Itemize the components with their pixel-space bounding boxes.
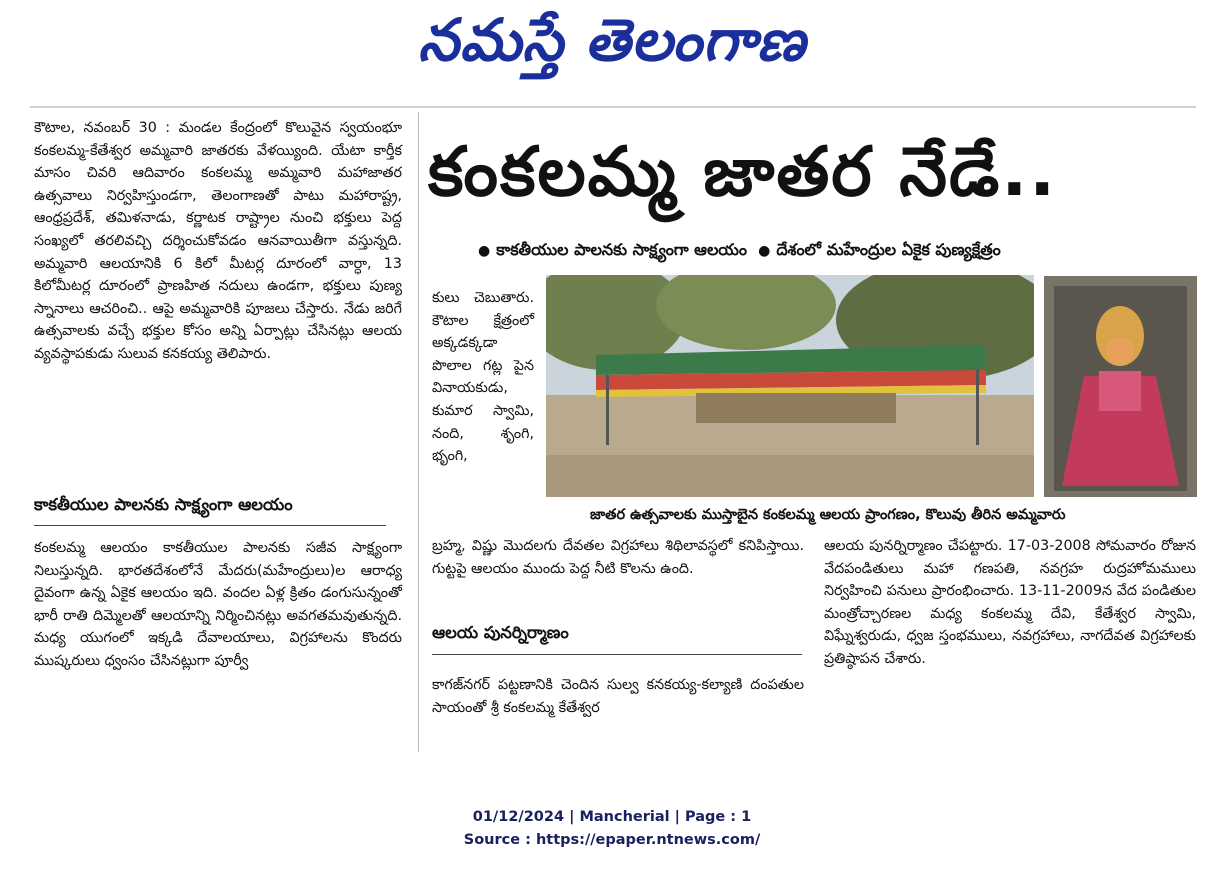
masthead-divider [30, 106, 1196, 108]
goddess-idol-illustration [1044, 276, 1197, 497]
mid-column-text: బ్రహ్మ, విష్ణు మొదలగు దేవతల విగ్రహాలు శిథిలావస్థలో కనిపిస్తాయి. గుట్టపై ఆలయం ముందు పెద్ద నీటి కొలను ఉంది. [432, 538, 804, 577]
masthead-logo: నమస్తే తెలంగాణ [418, 6, 806, 74]
subheading-reconstruction: ఆలయ పునర్నిర్మాణం [432, 623, 569, 642]
masthead [0, 0, 1224, 92]
subheading-kakatiya: కాకతీయుల పాలనకు సాక్ష్యంగా ఆలయం [34, 495, 293, 514]
column-divider [418, 112, 419, 752]
headline: కంకలమ్మ జాతర నేడే.. [428, 133, 1058, 212]
right-column-text: ఆలయ పునర్నిర్మాణం చేపట్టారు. 17-03-2008 సోమవారం రోజున వేదపండితులు మహా గణపతి, నవగ్రహ రుద్రహోమములు నిర్వహించి పనులు ప్రారంభించారు. 13-11-2009న వేద పండితుల మంత్రోచ్చారణల మధ్య కంకలమ్మ దేవి, కేతేశ్వర స్వామి, విఘ్నేశ్వరుడు, ధ్వజ స్తంభములు, నవగ్రహాలు, నాగదేవత విగ్రహాలకు ప్రతిష్ఠాపన చేశారు. [824, 538, 1196, 667]
subheading-underline [34, 525, 386, 526]
footer-edition-info: 01/12/2024 | Mancherial | Page : 1 [472, 809, 752, 825]
photo-caption: జాతర ఉత్సవాలకు ముస్తాబైన కంకలమ్మ ఆలయ ప్రాంగణం, కొలువు తీరిన అమ్మవారు [590, 507, 1066, 523]
temple-grounds-photo [546, 275, 1034, 497]
temple-grounds-illustration [546, 275, 1034, 497]
bullet-1: కాకతీయుల పాలనకు సాక్ష్యంగా ఆలయం [496, 240, 747, 259]
footer-source: Source : https://epaper.ntnews.com/ [463, 832, 761, 848]
lead-text: కౌటాల, నవంబర్ 30 : మండల కేంద్రంలో కొలువైన స్వయంభూ కంకలమ్మ-కేతేశ్వర అమ్మవారి జాతరకు వేళయ్యింది. యేటా కార్తీక మాసం చివరి ఆదివారం కంకలమ్మ అమ్మవారి మహాజాతర ఉత్సవాలు నిర్వహిస్తుండగా, తెలంగాణతో పాటు మహారాష్ట్ర, ఆంధ్రప్రదేశ్, తమిళనాడు, కర్ణాటక రాష్ట్రాల నుంచి భక్తులు పెద్ద సంఖ్యలో తరలివచ్చి దర్శించుకోవడం ఆనవాయితీగా వస్తున్నది. అమ్మవారి ఆలయానికి 6 కిలో మీటర్ల దూరంలో వార్ధా, 13 కిలోమీటర్ల దూరంలో ప్రాణహిత నదులు ఉండగా, భక్తులు పుణ్య స్నానాలు ఆచరించి.. ఆపై అమ్మవారికి పూజలు చేస్తారు. నేడు జరిగే ఉత్సవాలకు వచ్చే భక్తుల కోసం అన్ని ఏర్పాట్లు చేసినట్లు ఆలయ వ్యవస్థాపకుడు సులువ కనకయ్య తెలిపారు. [34, 120, 402, 362]
subheading-underline [432, 654, 802, 655]
reconstruction-text: కాగజ్‌నగర్ పట్టణానికి చెందిన సుల్వ కనకయ్య-కల్యాణి దంపతుల సాయంతో శ్రీ కంకలమ్మ కేతేశ్వర [432, 677, 804, 716]
narrow-column-text: కులు చెబుతారు. కౌటాల క్షేత్రంలో అక్కడక్కడా పొలాల గట్ల పైన వినాయకుడు, కుమార స్వామి, నంది, శృంగి, భృంగి, [432, 290, 534, 465]
bullet-icon: ● [478, 243, 491, 259]
bullet-points [478, 240, 1198, 263]
bullet-icon: ● [758, 243, 771, 259]
section-kakatiya-text: కంకలమ్మ ఆలయం కాకతీయుల పాలనకు సజీవ సాక్ష్యంగా నిలుస్తున్నది. భారతదేశంలోనే మేదరు(మహేంద్రులు)ల ఆరాధ్య దైవంగా ఉన్న ఏకైక ఆలయం ఇది. వందల ఏళ్ల క్రితం డంగుసున్నంతో భారీ రాతి దిమ్మెలతో ఆలయాన్ని నిర్మించినట్లు అవగతమవుతున్నది. మధ్య యుగంలో ఇక్కడి దేవాలయాలు, విగ్రహాలను కొందరు ముష్కరులు ధ్వంసం చేసినట్లుగా పూర్వీ [34, 540, 402, 669]
lead-paragraph [34, 117, 402, 366]
bullet-2: దేశంలో మహేంద్రుల ఏకైక పుణ్యక్షేత్రం [776, 240, 1001, 259]
goddess-idol-photo [1044, 276, 1197, 497]
